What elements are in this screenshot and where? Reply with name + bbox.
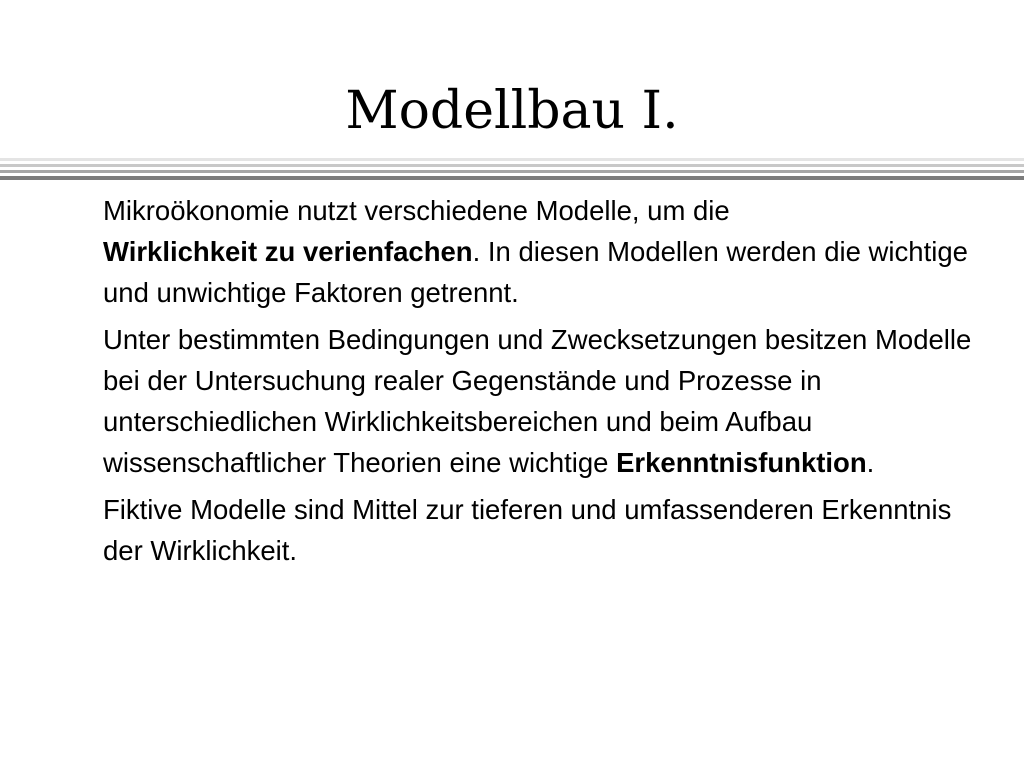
paragraph-text: Fiktive Modelle sind Mittel zur tieferen und umfassenderen Erkenntnis der Wirklichkeit.	[103, 494, 952, 566]
paragraph-text: .	[866, 447, 875, 478]
title-divider-line-3	[0, 170, 1024, 173]
paragraph-text: Mikroökonomie nutzt verschiedene Modelle, um die	[103, 195, 730, 226]
paragraph-models-knowledge	[103, 319, 983, 483]
paragraph-text: . In diesen Modellen werden die wichtige und unwichtige Faktoren getrennt.	[103, 236, 968, 308]
emphasis-text: Erkenntnisfunktion	[616, 447, 867, 478]
paragraph-fictive-models	[103, 489, 983, 571]
title-divider-line-4	[0, 176, 1024, 180]
emphasis-text: Wirklichkeit zu verienfachen	[103, 236, 473, 267]
slide-title: Modellbau I.	[345, 81, 679, 141]
paragraph-models-simplify	[103, 190, 983, 313]
title-divider-line-2	[0, 164, 1024, 167]
paragraph-text: Unter bestimmten Bedingungen und Zwecksetzungen besitzen Modelle bei der Untersuchung realer Gegenstände und Prozesse in unterschiedlichen Wirklichkeitsbereichen und beim Aufbau wissenschaftlicher Theorien eine wichtige	[103, 324, 972, 478]
slide-body	[103, 190, 983, 577]
title-divider-line-1	[0, 158, 1024, 161]
